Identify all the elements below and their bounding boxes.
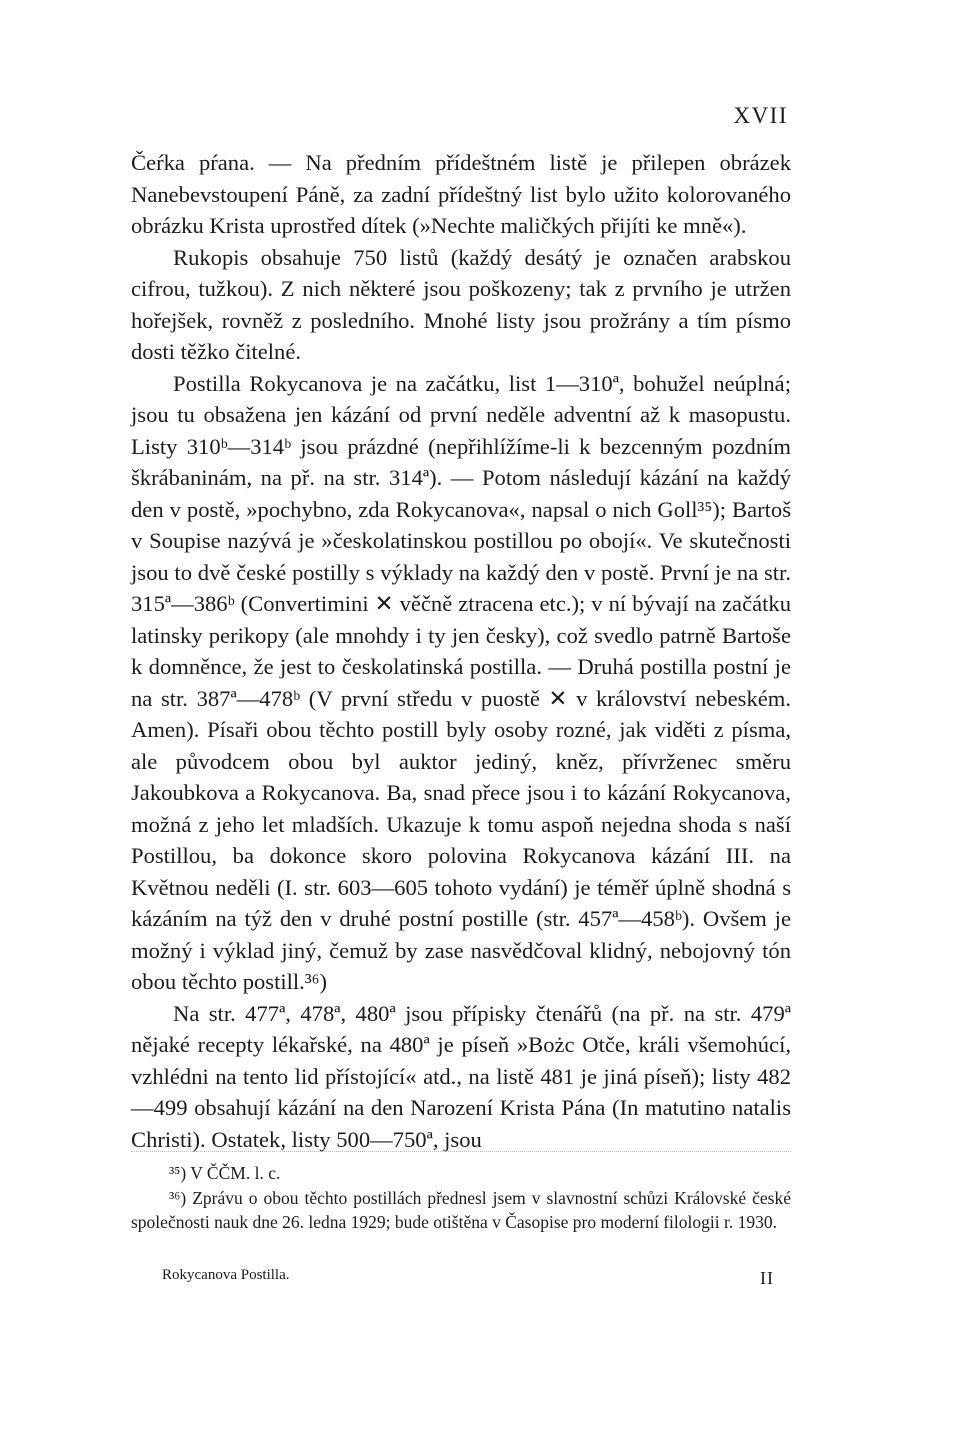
footnotes: [131, 1161, 791, 1235]
footnote: ³⁶) Zprávu o obou těchto postillách přednesl jsem v slavnostní schůzi Královské české společnosti nauk dne 26. ledna 1929; bude otištěna v Časopise pro moderní filologii r. 1930.: [131, 1188, 791, 1232]
sheet-mark: II: [760, 1268, 774, 1288]
paragraph: Na str. 477ª, 478ª, 480ª jsou přípisky čtenářů (na př. na str. 479ª nějaké recepty lékařské, na 480ª je píseň »Bożc Otče, králi všemohúcí, vzhlédni na tento lid přístojící« atd., na listě 481 je jiná píseň); listy 482—499 obsahují kázání na den Narození Krista Pána (In matutino natalis Christi). Ostatek, listy 500—750ª, jsou: [131, 1000, 791, 1152]
page-number: XVII: [733, 103, 788, 128]
paragraph: Čeŕka pŕana. — Na předním přídeštném listě je přilepen obrázek Nanebevstoupení Páně, za zadní přídeštný list bylo užito kolorovaného obrázku Krista uprostřed dítek (»Nechte maličkých přijíti ke mně«).: [131, 150, 791, 238]
footnote-divider: [131, 1151, 791, 1152]
paragraph: Rukopis obsahuje 750 listů (každý desátý je označen arabskou cifrou, tužkou). Z nich některé jsou poškozeny; tak z prvního je utržen hořejšek, rovněž z posledního. Mnohé listy jsou prožrány a tím písmo dosti těžko čitelné.: [131, 244, 791, 364]
signature-line: Rokycanova Postilla.: [162, 1267, 290, 1283]
main-text: [131, 147, 791, 1155]
paragraph: Postilla Rokycanova je na začátku, list 1—310ª, bohužel neúplná; jsou tu obsažena jen kázání od první neděle adventní až k masopustu. Listy 310ᵇ—314ᵇ jsou prázdné (nepřihlížíme-li k bezcenným pozdním škrábaninám, na př. na str. 314ª). — Potom následují kázání na každý den v postě, »pochybno, zda Rokycanova«, napsal o nich Goll³⁵); Bartoš v Soupise nazývá je »českolatinskou postillou po obojí«. Ve skutečnosti jsou to dvě české postilly s výklady na každý den v postě. První je na str. 315ª—386ᵇ (Convertimini ✕ věčně ztracena etc.); v ní bývají na začátku latinsky perikopy (ale mnohdy i ty jen česky), což svedlo patrně Bartoše k domněnce, že jest to českolatinská postilla. — Druhá postilla postní je na str. 387ª—478ᵇ (V první středu v puostě ✕ v království nebeském. Amen). Písaři obou těchto postill byly osoby rozné, jak viděti z písma, ale původcem obou byl auktor jediný, kněz, přívrženec směru Jakoubkova a Rokycanova. Ba, snad přece jsou i to kázání Rokycanova, možná z jeho let mladších. Ukazuje k tomu aspoň nejedna shoda s naší Postillou, ba dokonce skoro polovina Rokycanova kázání III. na Květnou neděli (I. str. 603—605 tohoto vydání) je téměř úplně shodná s kázáním na týž den v druhé postní postille (str. 457ª—458ᵇ). Ovšem je možný i výklad jiný, čemuž by zase nasvědčoval klidný, nebojovný tón obou těchto postill.³⁶): [131, 370, 791, 994]
footnote: ³⁵) V ČČM. l. c.: [169, 1163, 281, 1183]
